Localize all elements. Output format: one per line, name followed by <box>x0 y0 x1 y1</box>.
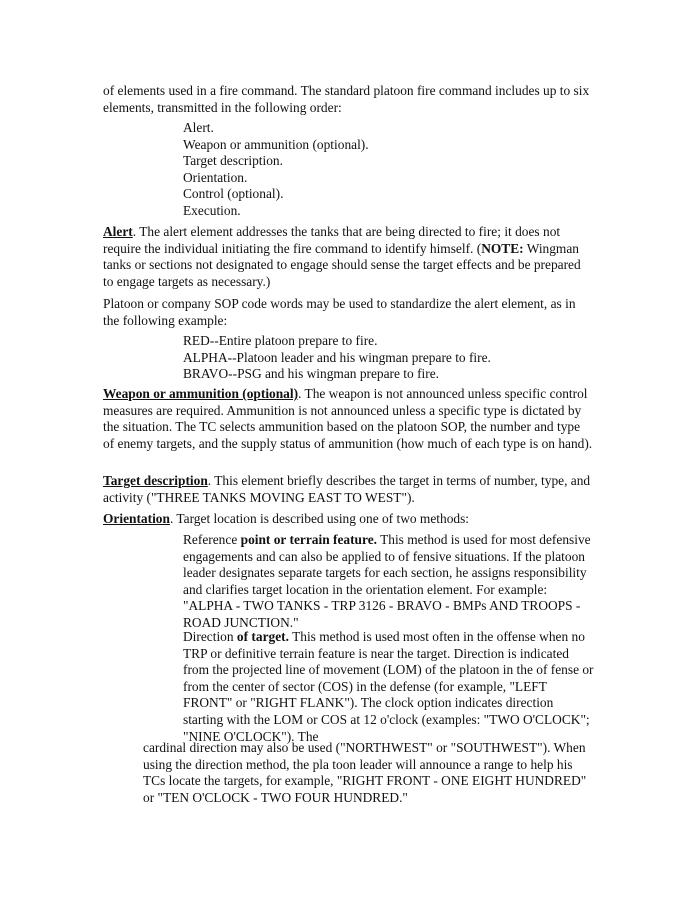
weapon-paragraph <box>103 386 593 452</box>
sop-code-list <box>183 333 593 383</box>
list-item: BRAVO--PSG and his wingman prepare to fire. <box>183 366 439 382</box>
direction-paragraph <box>183 629 595 745</box>
list-item: Control (optional). <box>183 186 284 202</box>
list-item: Target description. <box>183 153 283 169</box>
weapon-text: . The weapon is not announced unless specific control measures are required. Ammunition is not announced unless a specific type is dictated by the situation. The TC selects ammunition based on the platoon SOP, the number and type of enemy targets, and the supply status of ammunition (how much of each type is on hand). <box>103 386 593 451</box>
weapon-heading: Weapon or ammunition (optional) <box>103 386 299 401</box>
list-item: Execution. <box>183 202 241 218</box>
alert-text: . The alert element addresses the tanks that are being directed to fire; it does not require the individual initiating the fire command to identify himself. ( <box>103 224 561 256</box>
intro-paragraph: of elements used in a fire command. The standard platoon fire command includes up to six elements, transmitted in the following order: <box>103 83 590 115</box>
target-paragraph <box>103 473 593 506</box>
orientation-paragraph <box>103 511 593 528</box>
list-item: Orientation. <box>183 169 248 185</box>
alert-paragraph <box>103 224 593 290</box>
reference-text: This method is used for most defensive engagements and can also be applied to of fensive situations. If the platoon leader designates separate targets for each section, he assigns responsibility and clarifies target location in the orientation element. For example: "ALPHA - TWO TANKS - TRP 3126 - BRAVO - BMPs AND TROOPS - ROAD JUNCTION." <box>183 532 591 630</box>
direction-bold: of target. <box>236 629 289 644</box>
alert-heading: Alert <box>103 224 133 239</box>
list-item: Weapon or ammunition (optional). <box>183 136 369 152</box>
reference-bold: point or terrain feature. <box>240 532 377 547</box>
reference-paragraph <box>183 532 595 632</box>
list-item: Alert. <box>183 120 214 135</box>
orientation-heading: Orientation <box>103 511 170 526</box>
alert-note-text: Wingman tanks or sections not designated to engage should sense the target effects and be prepared to engage targets as necessary.) <box>103 240 581 289</box>
direction-text: This method is used most often in the offense when no TRP or definitive terrain feature is near the target. Direction is indicated from the projected line of movement (LOM) of the platoon in the of fense or from the center of sector (COS) in the defense (for example, "LEFT FRONT" or "RIGHT FLANK"). The clock option indicates direction starting with the LOM or COS at 12 o'clock (examples: "TWO O'CLOCK"; "NINE O'CLOCK"). The <box>183 629 594 744</box>
list-item: RED--Entire platoon prepare to fire. <box>183 333 378 348</box>
list-item: ALPHA--Platoon leader and his wingman prepare to fire. <box>183 349 491 365</box>
fire-command-elements-list <box>183 120 593 220</box>
sop-intro-paragraph: Platoon or company SOP code words may be used to standardize the alert element, as in the following example: <box>103 296 576 328</box>
reference-lead: Reference <box>183 532 241 547</box>
target-text: . This element briefly describes the target in terms of number, type, and activity ("THREE TANKS MOVING EAST TO WEST"). <box>103 473 591 505</box>
orientation-text: . Target location is described using one of two methods: <box>169 511 470 526</box>
note-label: NOTE: <box>481 240 524 256</box>
target-heading: Target description <box>103 473 208 488</box>
direction-lead: Direction <box>183 629 237 644</box>
direction-continuation: cardinal direction may also be used ("NORTHWEST" or "SOUTHWEST"). When using the direction method, the pla toon leader will announce a range to help his TCs locate the targets, for example, "RIGHT FRONT - ONE EIGHT HUNDRED" or "TEN O'CLOCK - TWO FOUR HUNDRED." <box>143 740 587 805</box>
